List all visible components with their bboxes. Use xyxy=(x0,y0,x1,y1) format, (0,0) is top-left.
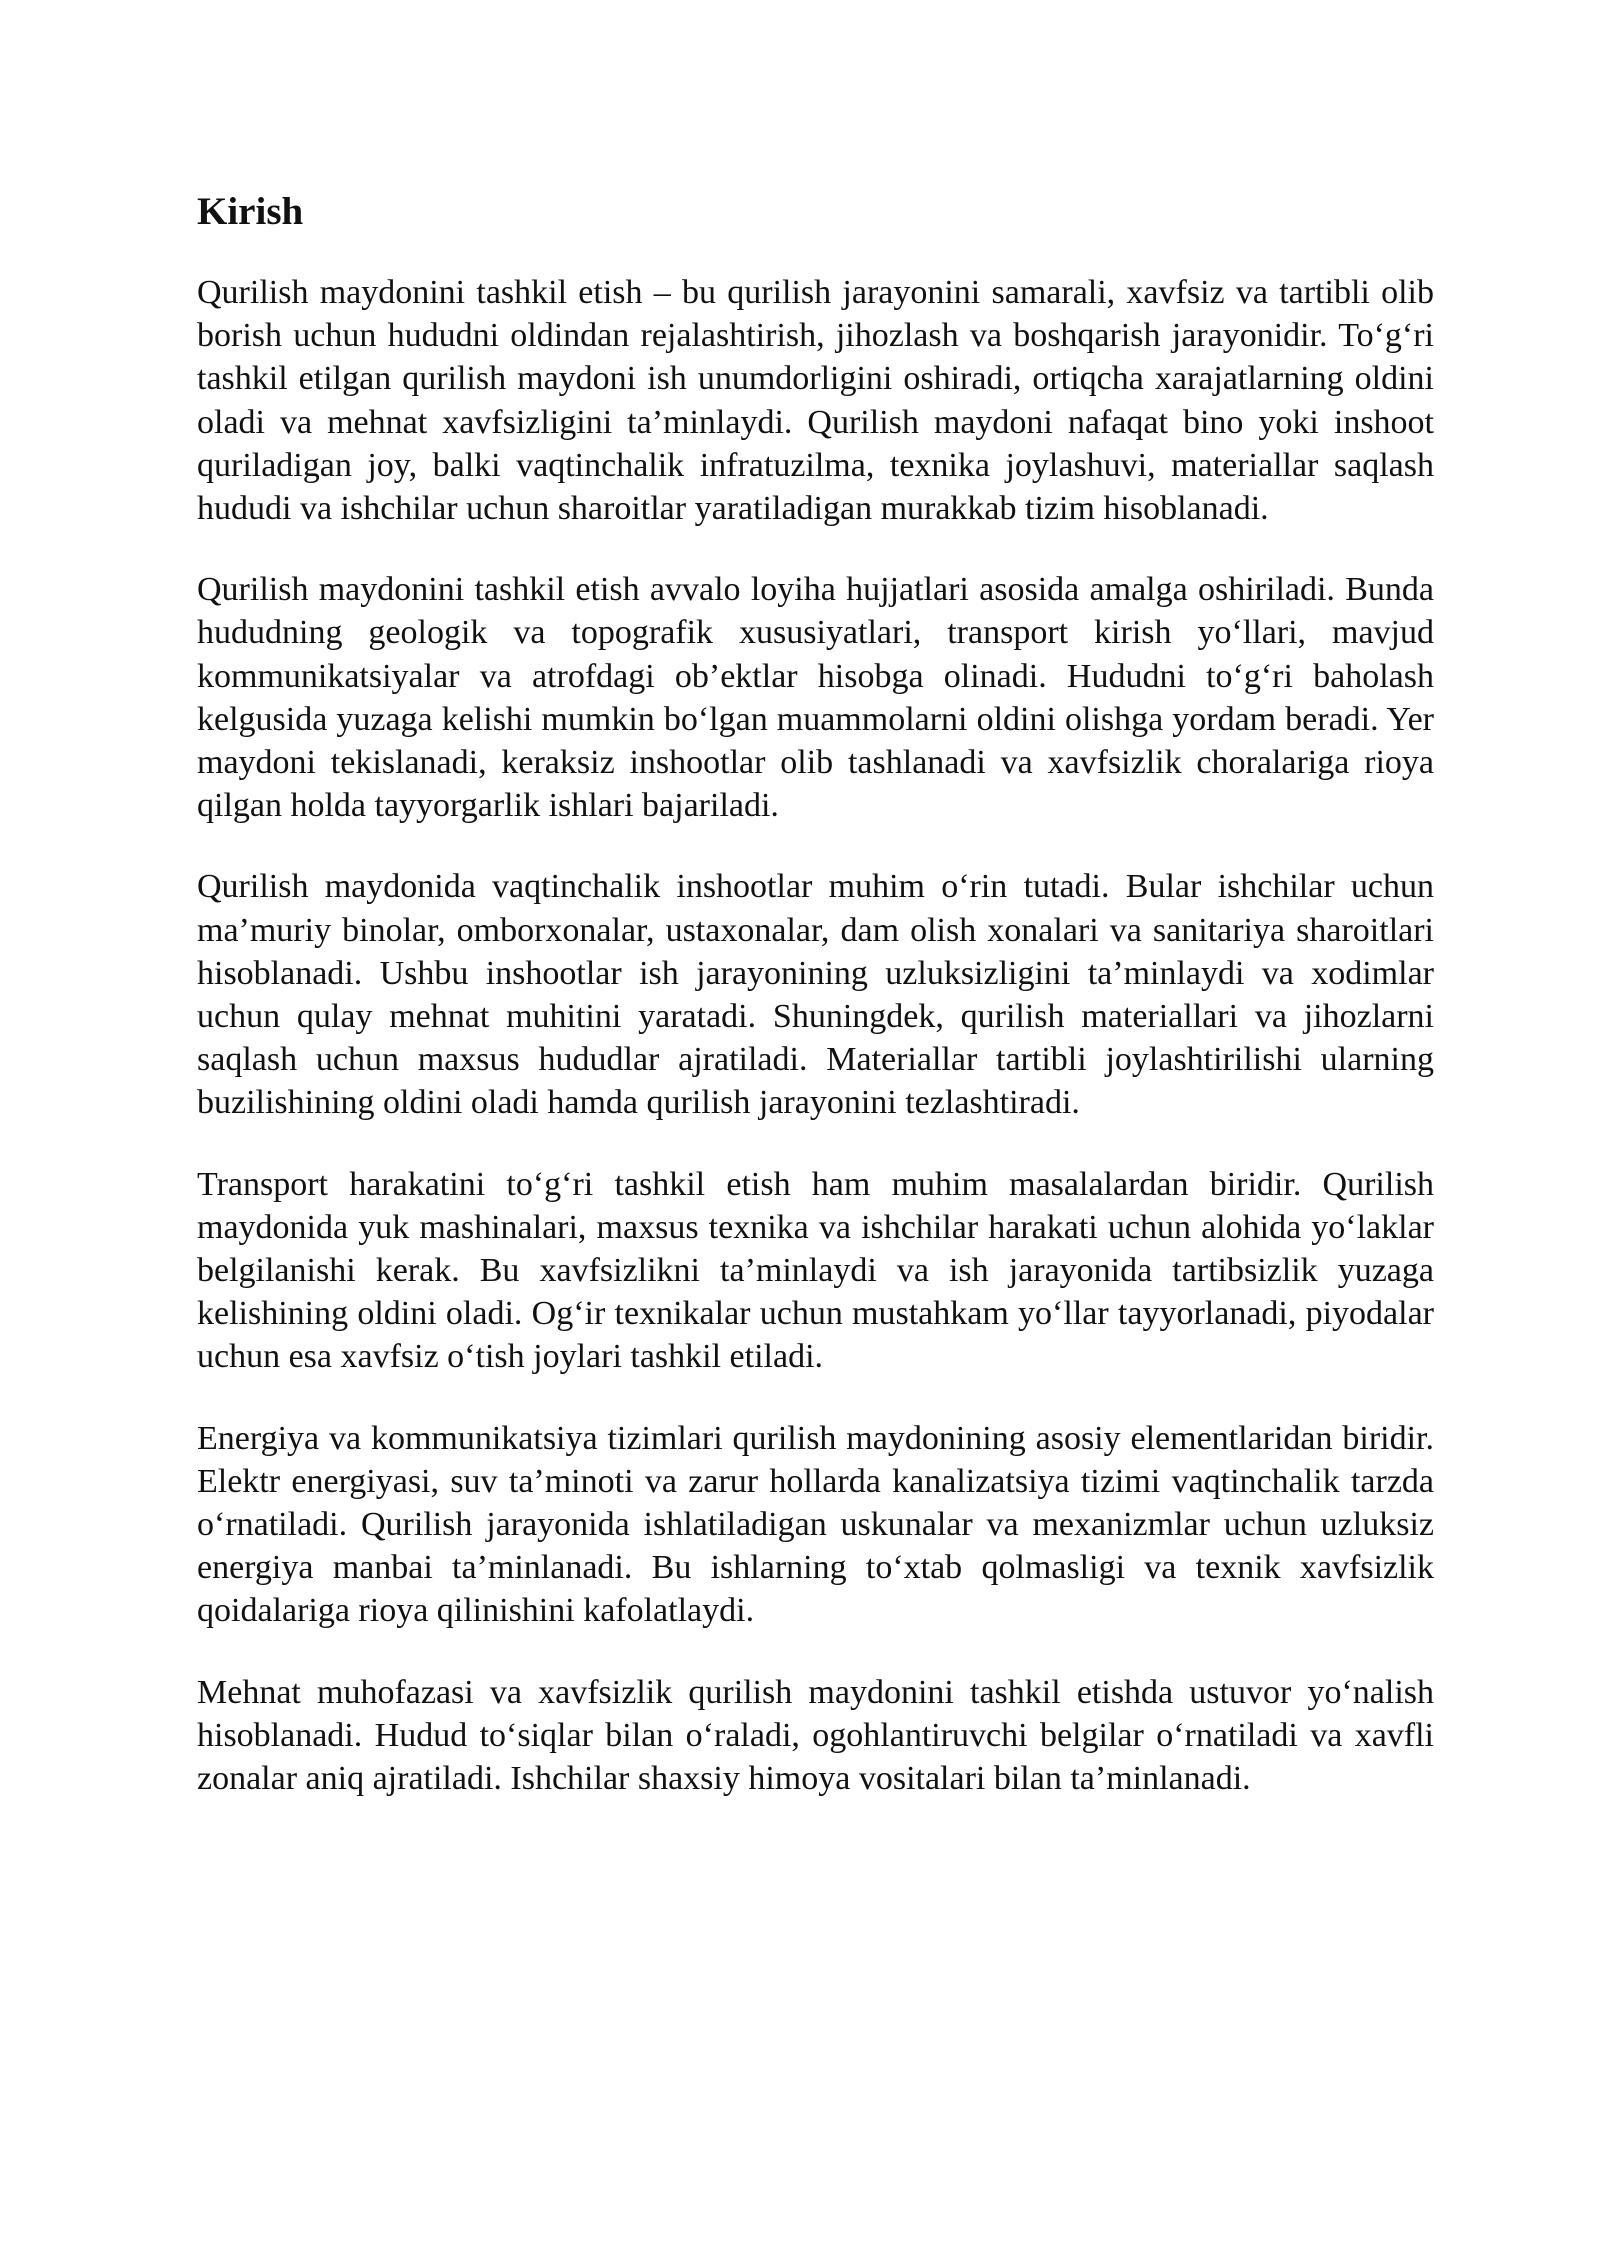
paragraph-5: Energiya va kommunikatsiya tizimlari qurilish maydonining asosiy elementlaridan biridir. Elektr energiyasi, suv ta’minoti va zarur hollarda kanalizatsiya tizimi vaqtinchalik tarzda o‘rnatiladi. Qurilish jarayonida ishlatiladigan uskunalar va mexanizmlar uchun uzluksiz energiya manbai ta’minlanadi. Bu ishlarning to‘xtab qolmasligi va texnik xavfsizlik qoidalariga rioya qilinishini kafolatlaydi. xyxy=(197,1419,1434,1630)
paragraph-4: Transport harakatini to‘g‘ri tashkil etish ham muhim masalalardan biridir. Qurilish maydonida yuk mashinalari, maxsus texnika va ishchilar harakati uchun alohida yo‘laklar belgilanishi kerak. Bu xavfsizlikni ta’minlaydi va ish jarayonida tartibsizlik yuzaga kelishining oldini oladi. Og‘ir texnikalar uchun mustahkam yo‘llar tayyorlanadi, piyodalar uchun esa xavfsiz o‘tish joylari tashkil etiladi. xyxy=(197,1165,1434,1376)
paragraph-3: Qurilish maydonida vaqtinchalik inshootlar muhim o‘rin tutadi. Bular ishchilar uchun ma’muriy binolar, omborxonalar, ustaxonalar, dam olish xonalari va sanitariya sharoitlari hisoblanadi. Ushbu inshootlar ish jarayonining uzluksizligini ta’minlaydi va xodimlar uchun qulay mehnat muhitini yaratadi. Shuningdek, qurilish materiallari va jihozlarni saqlash uchun maxsus hududlar ajratiladi. Materiallar tartibli joylashtirilishi ularning buzilishining oldini oladi hamda qurilish jarayonini tezlashtiradi. xyxy=(197,868,1434,1122)
paragraph-2: Qurilish maydonini tashkil etish avvalo loyiha hujjatlari asosida amalga oshiriladi. Bunda hududning geologik va topografik xususiyatlari, transport kirish yo‘llari, mavjud kommunikatsiyalar va atrofdagi ob’ektlar hisobga olinadi. Hududni to‘g‘ri baholash kelgusida yuzaga kelishi mumkin bo‘lgan muammolarni oldini olishga yordam beradi. Yer maydoni tekislanadi, keraksiz inshootlar olib tashlanadi va xavfsizlik choralariga rioya qilgan holda tayyorgarlik ishlari bajariladi. xyxy=(197,571,1434,825)
document-page xyxy=(197,190,1434,1800)
paragraph-6: Mehnat muhofazasi va xavfsizlik qurilish maydonini tashkil etishda ustuvor yo‘nalish hisoblanadi. Hudud to‘siqlar bilan o‘raladi, ogohlantiruvchi belgilar o‘rnatiladi va xavfli zonalar aniq ajratiladi. Ishchilar shaxsiy himoya vositalari bilan ta’minlanadi. xyxy=(197,1673,1434,1798)
document-title: Kirish xyxy=(197,190,304,233)
paragraph-1: Qurilish maydonini tashkil etish – bu qurilish jarayonini samarali, xavfsiz va tartibli olib borish uchun hududni oldindan rejalashtirish, jihozlash va boshqarish jarayonidir. To‘g‘ri tashkil etilgan qurilish maydoni ish unumdorligini oshiradi, ortiqcha xarajatlarning oldini oladi va mehnat xavfsizligini ta’minlaydi. Qurilish maydoni nafaqat bino yoki inshoot quriladigan joy, balki vaqtinchalik infratuzilma, texnika joylashuvi, materiallar saqlash hududi va ishchilar uchun sharoitlar yaratiladigan murakkab tizim hisoblanadi. xyxy=(197,274,1434,528)
